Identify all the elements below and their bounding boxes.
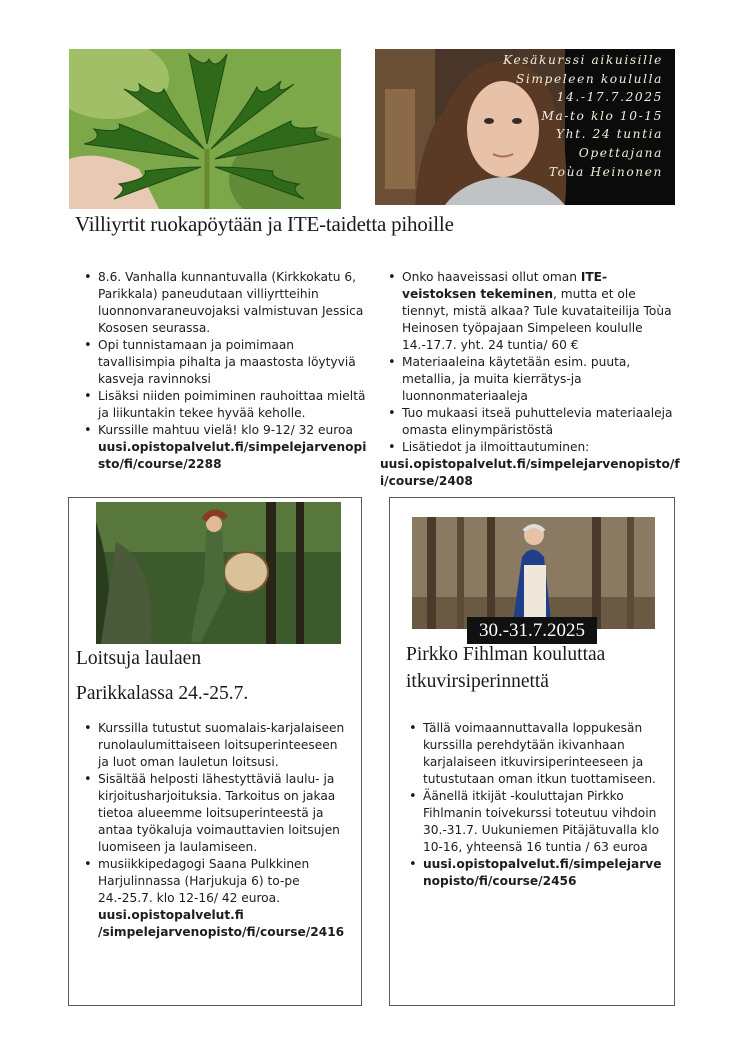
course-link[interactable]: uusi.opistopalvelut.fi/simpelejarvenopisto/fi/course/2408	[380, 457, 680, 488]
course-link[interactable]: uusi.opistopalvelut.fi/simpelejarvenopisto/fi/course/2288	[98, 440, 367, 471]
lament-card-body	[401, 720, 663, 890]
overlay-line: 14.-17.7.2025	[556, 90, 663, 105]
overlay-line: Ma-to klo 10-15	[541, 108, 663, 123]
list-item: • Lisätiedot ja ilmoittautuminen:	[380, 439, 680, 456]
list-item: • Tuo mukaasi itseä puhuttelevia materiaaleja omasta elinympäristöstä	[380, 405, 680, 439]
course-info-overlay	[503, 51, 663, 181]
woods-teacher-photo	[412, 517, 655, 629]
overlay-line: Opettajana	[578, 145, 663, 160]
list-item: • Kurssilla tutustut suomalais-karjalaiseen runolaulumittaiseen loitsuperinteeseen ja luot oman lauletun loitsusi.	[76, 720, 346, 771]
spell-card-body	[76, 720, 346, 941]
list-item: • Äänellä itkijät -kouluttajan Pirkko Fihlmanin toivekurssi toteutuu vihdoin 30.-31.7. Uukuniemen Pitäjätuvalla klo 10-16, yhteensä 16 tuntia / 63 euroa	[401, 788, 663, 856]
title-line: Loitsuja laulaen	[76, 648, 202, 669]
list-item: • Sisältää helposti lähestyttäviä laulu- ja kirjoitusharjoituksia. Tarkoitus on jakaa tietoa alueemme loitsuperinteestä ja antaa työkaluja voimauttavien loitsujen luomiseen ja laulamiseen.	[76, 771, 346, 856]
list-item-bold: ITE-veistoksen tekeminen	[402, 270, 608, 301]
nettle-leaf-photo	[69, 49, 341, 209]
woods-illustration	[412, 517, 655, 629]
bullet-list	[76, 720, 346, 907]
lament-card-title: Pirkko Fihlman kouluttaa itkuvirsiperinnettä	[406, 644, 606, 692]
wild-herbs-section	[76, 269, 372, 473]
bullet-list	[76, 269, 372, 473]
list-item-text: , mutta et ole tiennyt, mistä alkaa? Tule kuvataiteilija Toùa Heinosen työpajaan Simpeleen koululle 14.-17.7. yht. 24 tuntia/ 60 €	[402, 287, 672, 352]
list-item	[380, 269, 680, 354]
bullet-list	[401, 720, 663, 890]
forest-illustration	[96, 502, 341, 644]
bullet-list	[380, 269, 680, 456]
list-item: • 8.6. Vanhalla kunnantuvalla (Kirkkokatu 6, Parikkala) paneudutaan villiyrtteihin luonnonvaraneuvojaksi valmistuvan Jessica Kososen seurassa.	[76, 269, 372, 337]
list-item	[76, 422, 372, 473]
course-link[interactable]: uusi.opistopalvelut.fi/simpelejarvenopisto/fi/course/2456	[423, 857, 662, 888]
list-item: • Tällä voimaannuttavalla loppukesän kurssilla perehdytään ikivanhaan karjalaiseen itkuvirsiperinteeseen ja tutustutaan oman itkun tuottamiseen.	[401, 720, 663, 788]
overlay-line: Simpeleen koululla	[515, 71, 663, 86]
course-link[interactable]: uusi.opistopalvelut.fi /simpelejarvenopisto/fi/course/2416	[98, 908, 345, 939]
ite-art-section	[380, 269, 680, 490]
forest-drum-photo	[96, 502, 341, 644]
list-item-text: Onko haaveissasi ollut oman	[402, 270, 581, 284]
list-item: • Materiaaleina käytetään esim. puuta, metallia, ja muita kierrätys-ja luonnonmateriaaleja	[380, 354, 680, 405]
list-item: • Lisäksi niiden poimiminen rauhoittaa mieltä ja liikuntakin tekee hyvää keholle.	[76, 388, 372, 422]
list-item	[401, 856, 663, 890]
overlay-line: Yht. 24 tuntia	[556, 127, 663, 142]
title-line: Parikkalassa 24.-25.7.	[76, 683, 249, 704]
list-item: • musiikkipedagogi Saana Pulkkinen Harjulinnassa (Harjukuja 6) to-pe 24.-25.7. klo 12-16/ 42 euroa.	[76, 856, 346, 907]
teacher-portrait-photo	[375, 49, 675, 205]
overlay-line: Toùa Heinonen	[548, 164, 663, 179]
page-title: Villiyrtit ruokapöytään ja ITE-taidetta pihoille	[75, 212, 454, 236]
overlay-line: Kesäkurssi aikuisille	[503, 53, 663, 67]
date-badge: 30.-31.7.2025	[467, 617, 597, 644]
spell-card-title	[76, 641, 248, 711]
leaf-illustration	[69, 49, 341, 209]
list-item-text: Kurssille mahtuu vielä! klo 9-12/ 32 euroa	[98, 423, 353, 437]
list-item: • Opi tunnistamaan ja poimimaan tavallisimpia pihalta ja maastosta löytyviä kasveja ravinnoksi	[76, 337, 372, 388]
